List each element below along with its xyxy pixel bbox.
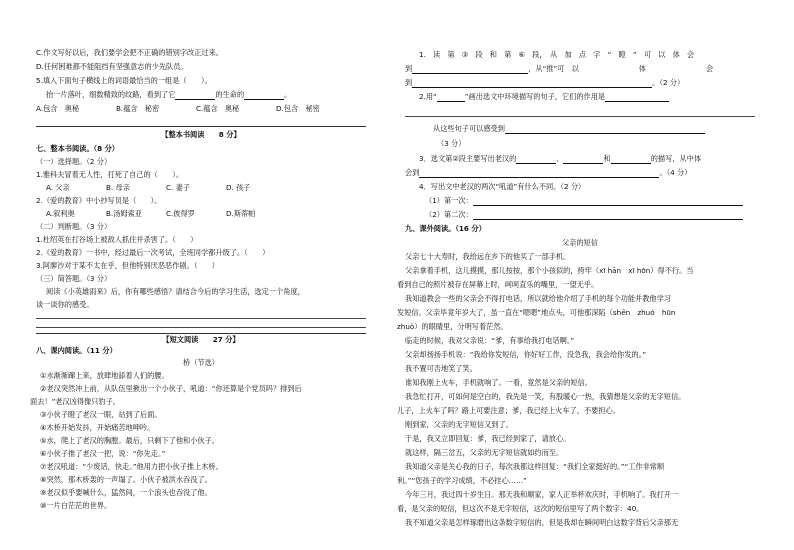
left-page xyxy=(0,0,387,550)
paragraph-5: ⑤水，爬上了老汉的胸膛。最后，只剩下了他和小伙子。 xyxy=(40,436,219,445)
story-para-12a: 我知道父亲是关心我的日子，每次我都这样回复：“我们全家挺好的。”“工作非常顺 xyxy=(405,462,665,471)
reading-q2-points: （3 分） xyxy=(437,139,466,148)
option: D. 孩子 xyxy=(226,183,251,192)
section-divider xyxy=(36,126,366,127)
answer-line xyxy=(36,327,366,328)
option: C.彼得罗 xyxy=(166,209,195,218)
story-para-12b: 利。”“您孩子的学习成绩，不必挂心……” xyxy=(397,476,527,485)
paragraph-2a: ②老汉突然冲上前，从队伍里揪出一个小伙子，吼道：“你还算是个党员吗？排到后 xyxy=(40,384,302,393)
reading-q4-first: （1）第一次： xyxy=(425,196,743,206)
story-para-13a: 今年三月，我过四十岁生日。那天我和顺家，家人正举杯欢庆时，手机响了。我打开一 xyxy=(405,490,679,499)
story-para-13b: 看，是父亲的短信，但这次不是无字短信，这次的短信里写了两个数字：40。 xyxy=(397,504,644,513)
option: A. 父亲 xyxy=(46,183,70,192)
story-para-2b: 看到自己的照片被存在屏幕上时，呵呵直乐的嘴里，一望无乎。 xyxy=(397,280,599,289)
judge-1: 1.杜绍英在打谷场上被敌人抓住并杀害了。（ ） xyxy=(36,235,198,244)
option: B.汤姆索亚 xyxy=(106,209,142,218)
option: D.包含 秘密 xyxy=(276,104,320,113)
story-para-1: 父亲七十大寿时，我给远在乡下的他买了一部手机。 xyxy=(405,252,571,261)
bridge-title: 桥（节选） xyxy=(183,358,219,367)
sub-choice: （一）选择题。（2 分） xyxy=(36,157,112,166)
blank xyxy=(563,155,603,164)
paragraph-1: ①水渐渐蹿上来，放肆地舔着人们的腰。 xyxy=(40,371,169,380)
answer-line xyxy=(36,318,366,319)
short-answer-prompt-1: 阅读《小英雄雨来》后，你有哪些感悟？请结合今后的学习生活，选定一个角度， xyxy=(46,287,305,296)
story-para-8b: 儿子，上火车了吗？路上可要注意；爹，我已经上火车了，不要担心。 xyxy=(397,406,620,415)
blank xyxy=(437,93,465,102)
question-5-sentence: 抬一片落叶，细数精致的纹路，看到了它 的生命的 。 xyxy=(46,90,292,99)
sentence-part-a: 抬一片落叶，细数精致的纹路，看到了它 xyxy=(46,90,176,99)
story-title: 父亲的短信 xyxy=(562,238,598,247)
reading-q1-line1: 1. 读 第 ③ 段 和 第 ⑥ 段， 从 加 点 字 “ 瞪 ” 可 以 体 会 xyxy=(419,50,695,59)
blank xyxy=(419,169,659,178)
option-c-line: C.作文写好以后，我们要学会把不正确的错别字改正过来。 xyxy=(36,48,223,57)
story-para-3a: 我知道教会一些的父亲会不得打电话，所以就给他介绍了手机的每个功能并教他学习 xyxy=(405,294,671,303)
question-5-options xyxy=(36,104,356,114)
question-7: 七、整本书阅读。（8 分） xyxy=(36,144,119,153)
blank xyxy=(175,91,215,100)
blank xyxy=(244,91,284,100)
reading-q3-cont: 会到 。（4 分） xyxy=(405,168,692,177)
paragraph-6: ⑥小伙子推了老汉一把，说：“你先走。” xyxy=(40,449,166,458)
short-answer-prompt-2: 谈一谈你的感受。 xyxy=(36,300,94,309)
sub-judge: （二）判断题。（3 分） xyxy=(36,222,112,231)
reading-q1-line3: 到 。（2 分） xyxy=(405,78,685,87)
option: A.包含 奥秘 xyxy=(36,104,80,113)
reading-q4: 4．写出文中老汉的两次“吼道”有什么不同。（2 分） xyxy=(419,182,586,191)
choice-2: 2.《爱的教育》中小抄写员是（ ）。 xyxy=(36,196,162,205)
section-title-book: 【整本书阅读 8 分】 xyxy=(161,130,241,139)
question-9: 九、课外阅读。（16 分） xyxy=(405,224,486,233)
option: B.蕴含 秘密 xyxy=(116,104,160,113)
reading-q2: 2.用“ ”画出选文中环境描写的句子，它们的作用是 xyxy=(419,92,669,102)
story-para-7: 谁知我刚上火车，手机就响了。一看，竟然是父亲的短信。 xyxy=(405,378,592,387)
section-divider xyxy=(36,333,366,334)
option-d-line: D.任何困难都不能阻挡有坚强意志的少先队员。 xyxy=(36,62,188,71)
blank xyxy=(473,197,743,206)
right-page xyxy=(397,0,784,550)
story-para-3b: 发短信。父亲毕竟年岁大了，虽一直在“嗯嗯”地点头，可他那深陷（shēn zhuó hūn xyxy=(397,308,676,317)
story-para-4: 临走的时候，我对父亲说：“爹，有事给我打电话啊。” xyxy=(405,336,575,345)
sentence-part-b: 的生命的 xyxy=(215,90,245,99)
story-para-8a: 我急忙打开，可如何是空白的，我先是一笑，有股暖心一热，我猜想是父亲的无字短信。 xyxy=(405,392,686,401)
answer-line xyxy=(405,116,755,117)
story-para-5: 父亲却扬扬手机说：“我给你发短信，你好好工作，没急我，我会给你发的。” xyxy=(405,350,647,359)
story-para-3c: zhuò）的眼睛里，分明写着茫然。 xyxy=(397,322,508,331)
section-title-short: 【短文阅读 27 分】 xyxy=(162,335,240,344)
blank xyxy=(412,79,652,88)
paragraph-3: ③小伙子瞪了老汉一眼，站到了后面。 xyxy=(40,410,162,419)
story-para-2a: 父亲拿着手机，这儿摸摸，那儿按按，那个小孩似的，挎牢（xī hān xī hōn）得不行。当 xyxy=(405,266,694,275)
blank xyxy=(412,65,528,74)
story-para-14: 我不知道父亲是怎样琢磨出这条数字短信的，但是我却在瞬间明白这数字背后父亲那无 xyxy=(405,518,679,527)
blank xyxy=(473,211,743,220)
option: C.蕴含 奥秘 xyxy=(196,104,240,113)
option: A.叙利奥 xyxy=(46,209,75,218)
blank xyxy=(516,155,556,164)
story-para-11: 就这样，隔三岔五，父亲的无字短信就如约而至。 xyxy=(405,448,564,457)
sub-short-answer: （三）简答题。（3 分） xyxy=(36,274,112,283)
paragraph-9: ⑨老汉似乎要喊什么，猛然间，一个浪头也吞没了他。 xyxy=(40,488,212,497)
blank xyxy=(505,125,705,134)
option: C. 妻子 xyxy=(166,183,190,192)
question-5: 5.填入下面句子横线上的词语最恰当的一组是（ ）。 xyxy=(36,76,212,85)
paragraph-4: ④木桥开始发抖，开始痛苦地呻吟。 xyxy=(40,423,155,432)
judge-2: 2.《爱的教育》一书中，经过最后一次考试，全班同学都升级了。（ ） xyxy=(36,248,270,257)
option: D.斯蒂帕 xyxy=(226,209,256,218)
judge-3: 3.阿廖沙对于某不太在乎，但他特别厌恶恶作剧。（ ） xyxy=(36,261,219,270)
blank xyxy=(611,155,651,164)
reading-q1-line2: 到 ，从“推”可 以 体 会 xyxy=(405,64,714,73)
choice-1-options xyxy=(46,183,286,193)
reading-q4-second: （2）第二次： xyxy=(425,210,743,220)
reading-q3: 3．选文第②段主要写出老汉的 、 和 的描写，从中体 xyxy=(419,154,702,163)
reading-q2-cont: 从这些句子可以感受到 xyxy=(433,124,705,134)
choice-1: 1.雅科夫冒着无人性，打死了自己的（ ）。 xyxy=(36,170,184,179)
paragraph-8: ⑧突然，那木桥轰的一声塌了。小伙子被洪水吞没了。 xyxy=(40,475,212,484)
paragraph-7: ⑦老汉吼道：“少废话，快走。”他用力把小伙子推上木桥。 xyxy=(40,462,223,471)
paragraph-2b: 面去！”老汉凶得像只豹子。 xyxy=(30,397,120,406)
option: B. 母亲 xyxy=(106,183,130,192)
story-para-9: 刚到家，父亲的无字短信又到了。 xyxy=(405,420,513,429)
story-para-10: 于是，我又立即回复：爹，我已经到家了，请放心。 xyxy=(405,434,571,443)
story-para-6: 我不置可否地笑了笑。 xyxy=(405,364,477,373)
question-8: 八、课内阅读。（11 分） xyxy=(36,346,117,355)
choice-2-options xyxy=(46,209,286,219)
blank xyxy=(605,93,669,102)
paragraph-10: ⑩一片白茫茫的世界。 xyxy=(40,501,112,510)
